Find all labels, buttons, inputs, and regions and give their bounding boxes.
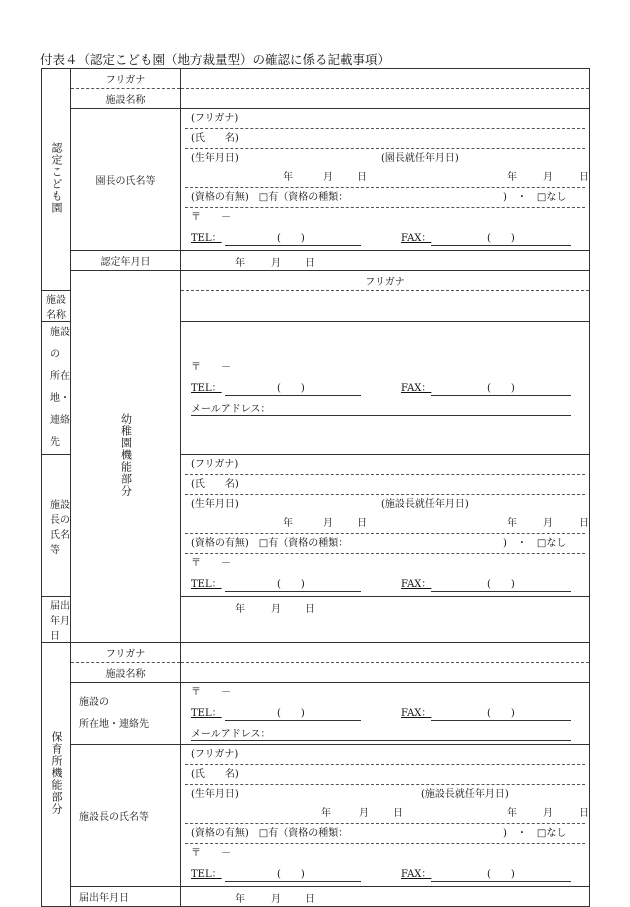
director-info-block <box>181 109 590 251</box>
email-row[interactable]: メールアドレス： <box>185 725 585 744</box>
head-furigana-field[interactable]: (フリガナ) <box>185 455 585 475</box>
date-values-row[interactable]: 年 月 日 年 月 日 <box>185 168 585 188</box>
notification-date-field[interactable]: 年 月 日 <box>181 597 590 643</box>
notification-date-label: 届出年月日 <box>71 887 181 907</box>
qualification-row[interactable]: (資格の有無) □有（資格の種類： ) ・ □なし <box>185 534 585 554</box>
approval-date-field[interactable]: 年 月 日 <box>181 251 590 271</box>
tel-fax-row[interactable]: TEL： ( ) FAX： ( ) <box>185 863 585 886</box>
facility-head-info-label: 施設長の氏名等 <box>71 745 181 887</box>
birth-date-row: (生年月日) (園長就任年月日) <box>191 153 459 164</box>
section-label-nursery: 保育所機能部分 <box>42 643 71 907</box>
tel-fax-row[interactable]: TEL： ( ) FAX： ( ) <box>185 702 585 725</box>
head-name-field[interactable]: (氏 名) <box>185 475 585 495</box>
qualification-row[interactable]: (資格の有無) □有（資格の種類： ) ・ □なし <box>185 188 585 208</box>
furigana-label: フリガナ <box>181 271 590 291</box>
date-values-row[interactable]: 年 月 日 年 月 日 <box>185 514 585 534</box>
furigana-field[interactable] <box>181 643 590 663</box>
furigana-label: フリガナ <box>71 69 181 89</box>
tel-fax-row[interactable]: TEL： ( ) FAX： ( ) <box>185 573 585 596</box>
furigana-label: フリガナ <box>71 643 181 663</box>
location-contact-block <box>181 683 590 745</box>
postal-code-field[interactable]: 〒 － <box>191 212 231 223</box>
qualification-row[interactable]: (資格の有無) □有（資格の種類： ) ・ □なし <box>185 824 585 844</box>
section-label-kindergarten: 幼稚園機能部分 <box>71 271 181 643</box>
location-contact-label: 施設の 所在地・連絡先 <box>71 683 181 745</box>
facility-name-field[interactable] <box>181 663 590 683</box>
section-label-nintei: 認定こども園 <box>42 69 71 291</box>
facility-name-label: 施設名称 <box>71 663 181 683</box>
location-contact-block <box>181 322 590 455</box>
head-furigana-field[interactable]: (フリガナ) <box>185 745 585 765</box>
director-furigana-field[interactable]: (フリガナ) <box>185 109 585 129</box>
furigana-field[interactable] <box>181 69 590 89</box>
facility-name-field[interactable] <box>181 89 590 109</box>
birth-date-row: (生年月日) (施設長就任年月日) <box>191 499 469 510</box>
facility-head-info-block <box>181 745 590 887</box>
postal-code-field[interactable]: 〒 － <box>191 848 231 859</box>
facility-head-info-label: 施設長の氏名等 <box>42 455 71 597</box>
location-contact-label: 施設の 所在地・連絡先 <box>42 322 71 455</box>
head-name-field[interactable]: (氏 名) <box>185 765 585 785</box>
birth-date-row: (生年月日) (施設長就任年月日) <box>191 789 509 800</box>
facility-name-label: 施設名称 <box>71 89 181 109</box>
notification-date-field[interactable]: 年 月 日 <box>181 887 590 907</box>
notification-date-label: 届出年月日 <box>42 597 71 643</box>
postal-code-field[interactable]: 〒 － <box>191 558 231 569</box>
email-row[interactable]: メールアドレス： <box>185 400 585 419</box>
date-values-row[interactable]: 年 月 日 年 月 日 <box>185 804 585 824</box>
director-name-field[interactable]: (氏 名) <box>185 129 585 149</box>
approval-date-label: 認定年月日 <box>71 251 181 271</box>
facility-name-label: 施設名称 <box>42 291 71 322</box>
page-title: 付表４（認定こども園（地方裁量型）の確認に係る記載事項） <box>40 52 391 67</box>
director-info-label: 園長の氏名等 <box>71 109 181 251</box>
postal-code-field[interactable]: 〒 － <box>191 361 231 373</box>
facility-name-field[interactable] <box>181 291 590 322</box>
form-table <box>41 68 590 907</box>
facility-head-info-block <box>181 455 590 597</box>
postal-code-field[interactable]: 〒 － <box>191 687 231 698</box>
tel-fax-row[interactable]: TEL： ( ) FAX： ( ) <box>185 377 585 400</box>
tel-fax-row[interactable]: TEL： ( ) FAX： ( ) <box>185 227 585 250</box>
